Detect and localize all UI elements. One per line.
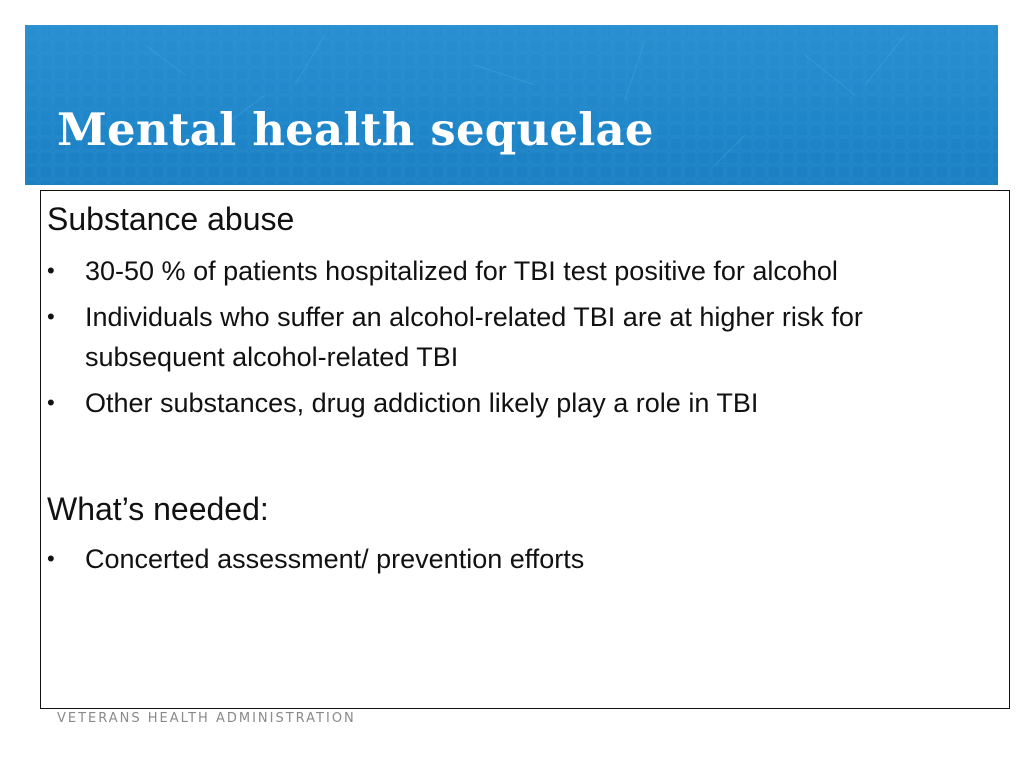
bullet-icon: • — [47, 546, 55, 571]
title-banner — [25, 25, 998, 185]
section-heading-substance-abuse: Substance abuse — [47, 201, 295, 237]
list-item-text: 30-50 % of patients hospitalized for TBI test positive for alcohol — [85, 256, 838, 286]
footer-text: VETERANS HEALTH ADMINISTRATION — [57, 711, 356, 726]
list-item — [45, 251, 995, 291]
list-item-text: Individuals who suffer an alcohol-related TBI are at higher risk for subsequent alcohol-related TBI — [85, 302, 863, 372]
bullet-list-substance-abuse — [45, 251, 995, 429]
bullet-icon: • — [47, 304, 55, 329]
bullet-icon: • — [47, 390, 55, 415]
list-item — [45, 539, 995, 579]
content-box — [40, 190, 1010, 709]
bullet-icon: • — [47, 258, 55, 283]
list-item-text: Other substances, drug addiction likely play a role in TBI — [85, 388, 759, 418]
bullet-list-whats-needed — [45, 539, 995, 585]
section-heading-whats-needed: What’s needed: — [47, 491, 269, 527]
slide-title: Mental health sequelae — [57, 103, 654, 156]
list-item — [45, 297, 995, 377]
list-item-text: Concerted assessment/ prevention efforts — [85, 544, 585, 574]
list-item — [45, 383, 995, 423]
